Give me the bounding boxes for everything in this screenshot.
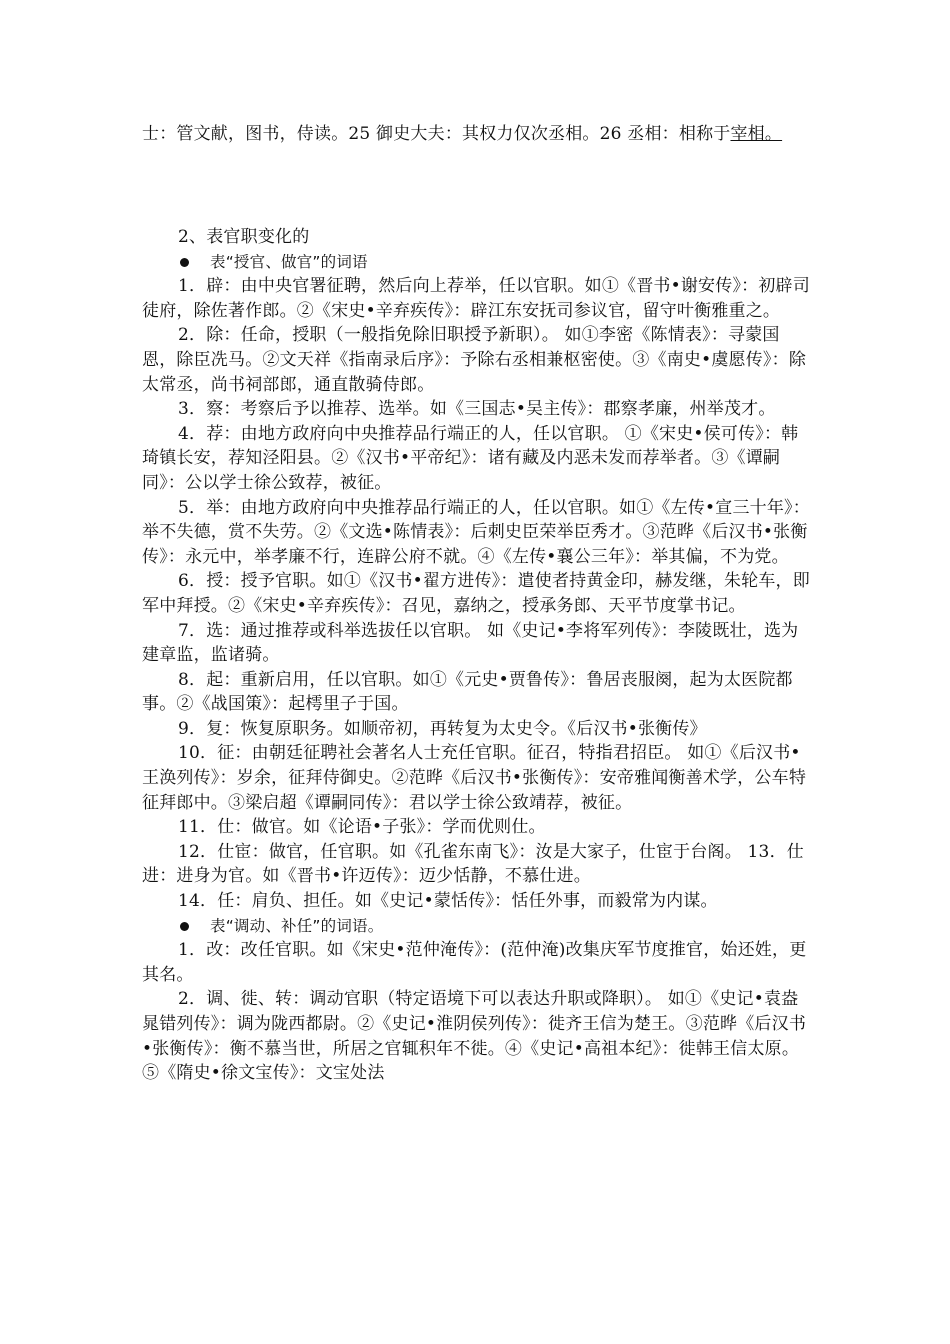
continued-paragraph-text: 士：管文献，图书，侍读。25 御史大夫：其权力仅次丞相。26 丞相：相称于: [142, 124, 731, 144]
bullet-heading-text: 表“授官、做官”的词语: [210, 252, 368, 271]
list-item: 10．征：由朝廷征聘社会著名人士充任官职。征召，特指君招臣。 如①《后汉书•王涣列传》：岁余，征拜侍御史。②范晔《后汉书•张衡传》：安帝雅闻衡善术学，公车特征拜郎中。③梁启超《谭嗣同传》：君以学士徐公致靖荐，被征。: [142, 743, 807, 813]
list-item: 6．授：授予官职。如①《汉书•翟方进传》：遣使者持黄金印，赫发继，朱轮车，即军中拜授。②《宋史•辛弃疾传》：召见，嘉纳之，授承务郎、天平节度掌书记。: [142, 571, 810, 616]
list-item: 5．举：由地方政府向中央推荐品行端正的人，任以官职。如①《左传•宣三十年》：举不失德，赏不失劳。②《文选•陈情表》：后刺史臣荣举臣秀才。③范晔《后汉书•张衡传》：永元中，举孝廉不行，连辟公府不就。④《左传•襄公三年》：举其偏，不为党。: [142, 497, 810, 567]
list-item: 3．察：考察后予以推荐、选举。如《三国志•吴主传》：郡察孝廉，州举茂才。: [178, 399, 776, 420]
list-item: 14．任：肩负、担任。如《史记•蒙恬传》：恬任外事，而毅常为内谋。: [178, 891, 718, 912]
top-text-block: [142, 122, 810, 147]
bullet-heading-text: 表“调动、补任”的词语。: [210, 916, 384, 935]
bullet-dot-icon: [180, 922, 189, 931]
list-item: 12．仕宦：做官，任官职。如《孔雀东南飞》：汝是大家子，仕宦于台阁。 13．仕进：进身为官。如《晋书•许迈传》：迈少恬静，不慕仕进。: [142, 841, 804, 887]
list-item: 7．选：通过推荐或科举选拔任以官职。 如《史记•李将军列传》：李陵既壮，选为建章监，监诸骑。: [142, 620, 799, 666]
list-item: 11．仕：做官。如《论语•子张》：学而优则仕。: [178, 817, 546, 838]
list-item: 2．除：任命，授职（一般指免除旧职授予新职）。 如①李密《陈情表》：寻蒙国恩，除臣冼马。②文天祥《指南录后序》：予除右丞相兼枢密使。③《南史•虞愿传》：除太常丞，尚书祠部郎，通直散骑侍郎。: [142, 325, 807, 395]
continued-paragraph: [142, 122, 810, 147]
underlined-term: 宰相。: [730, 124, 783, 144]
section-heading: 2、表官职变化的: [178, 227, 310, 247]
main-text-block: [142, 225, 810, 1086]
list-item: 1．辟：由中央官署征聘，然后向上荐举，任以官职。如①《晋书•谢安传》：初辟司徒府，除佐著作郎。②《宋史•辛弃疾传》：辟江东安抚司参议官，留守叶衡雅重之。: [142, 276, 810, 321]
bullet-heading-appointment: [142, 250, 810, 275]
list-item: 4．荐：由地方政府向中央推荐品行端正的人，任以官职。 ①《宋史•侯可传》：韩琦镇长安，荐知泾阳县。②《汉书•平帝纪》：诸有藏及内恶未发而荐举者。③《谭嗣同》：公以学士徐公致荐，被征。: [142, 423, 799, 493]
list-item: 1．改：改任官职。如《宋史•范仲淹传》：(范仲淹)改集庆军节度推官，始还姓，更其名。: [142, 940, 807, 985]
bullet-heading-transfer: [142, 914, 810, 939]
bullet-dot-icon: [180, 258, 189, 267]
list-item: 2．调、徙、转：调动官职（特定语境下可以表达升职或降职）。 如①《史记•袁盎晁错列传》：调为陇西都尉。②《史记•淮阴侯列传》：徙齐王信为楚王。③范晔《后汉书•张衡传》：衡不慕当世，所居之官辄积年不徙。④《史记•高祖本纪》：徙韩王信太原。⑤《隋史•徐文宝传》：文宝处法: [142, 989, 807, 1084]
list-item: 9．复：恢复原职务。如顺帝初，再转复为太史令。《后汉书•张衡传》: [178, 718, 707, 739]
list-item: 8．起：重新启用，任以官职。如①《元史•贾鲁传》：鲁居丧服阕，起为太医院都事。②《战国策》：起樗里子于国。: [142, 669, 793, 715]
